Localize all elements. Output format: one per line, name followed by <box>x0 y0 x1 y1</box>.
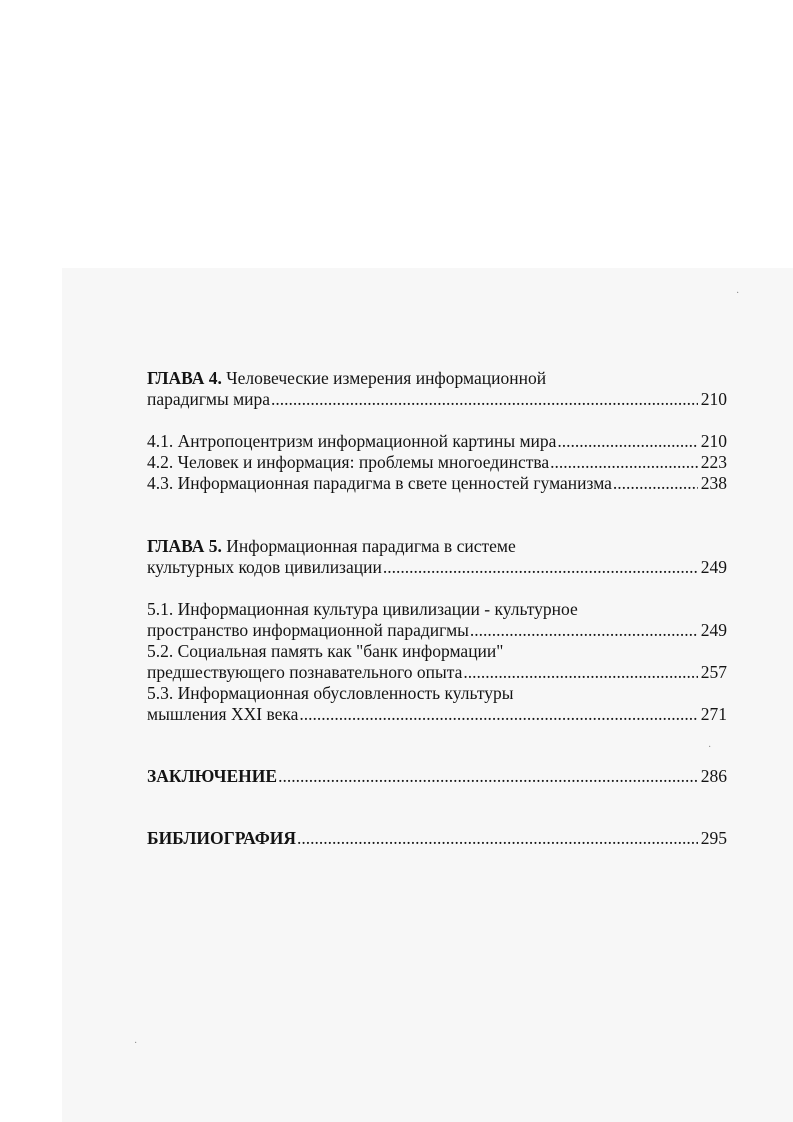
toc-section-4-2 <box>147 452 727 473</box>
page-number: 238 <box>700 473 727 493</box>
page-number: 286 <box>700 766 727 786</box>
page-number: 271 <box>700 704 727 724</box>
section-title-continued: мышления XXI века <box>147 704 299 724</box>
dot-leader <box>470 620 698 641</box>
section-title: 4.3. Информационная парадигма в свете ценностей гуманизма <box>147 473 612 493</box>
dot-leader <box>463 662 697 683</box>
table-of-contents <box>147 368 727 849</box>
chapter-title-continued: парадигмы мира <box>147 389 271 409</box>
page-number: 210 <box>700 431 727 451</box>
section-title: 5.3. Информационная обусловленность культуры <box>147 683 514 703</box>
toc-bibliography <box>147 828 727 849</box>
dot-leader <box>299 704 697 725</box>
page-number: 249 <box>700 620 727 640</box>
dot-leader <box>271 389 698 410</box>
section-title-continued: предшествующего познавательного опыта <box>147 662 463 682</box>
toc-section-5-1 <box>147 599 727 641</box>
page-number: 210 <box>700 389 727 409</box>
toc-conclusion <box>147 766 727 787</box>
section-title-continued: пространство информационной парадигмы <box>147 620 469 640</box>
scan-speck: · <box>736 288 740 299</box>
scan-speck: · <box>708 742 712 753</box>
toc-chapter-5 <box>147 536 727 578</box>
chapter-number: ГЛАВА 5. <box>147 536 222 556</box>
dot-leader <box>550 452 698 473</box>
toc-section-5-2 <box>147 641 727 683</box>
dot-leader <box>557 431 697 452</box>
toc-section-4-3 <box>147 473 727 494</box>
chapter-title: Информационная парадигма в системе <box>226 536 516 556</box>
dot-leader <box>613 473 698 494</box>
page-number: 223 <box>700 452 727 472</box>
section-title: 4.1. Антропоцентризм информационной картины мира <box>147 431 557 451</box>
toc-section-5-3 <box>147 683 727 725</box>
conclusion-title: ЗАКЛЮЧЕНИЕ <box>147 766 278 786</box>
bibliography-title: БИБЛИОГРАФИЯ <box>147 828 296 848</box>
page-number: 257 <box>700 662 727 682</box>
dot-leader <box>297 828 698 849</box>
toc-section-4-1 <box>147 431 727 452</box>
section-title: 5.2. Социальная память как "банк информации" <box>147 641 504 661</box>
section-title: 5.1. Информационная культура цивилизации - культурное <box>147 599 578 619</box>
chapter-number: ГЛАВА 4. <box>147 368 222 388</box>
scan-speck: · <box>134 1038 138 1049</box>
dot-leader <box>383 557 698 578</box>
page-number: 249 <box>700 557 727 577</box>
toc-chapter-4 <box>147 368 727 410</box>
section-title: 4.2. Человек и информация: проблемы многоединства <box>147 452 550 472</box>
chapter-title-continued: культурных кодов цивилизации <box>147 557 382 577</box>
page-number: 295 <box>700 828 727 848</box>
dot-leader <box>278 766 698 787</box>
chapter-title: Человеческие измерения информационной <box>226 368 547 388</box>
